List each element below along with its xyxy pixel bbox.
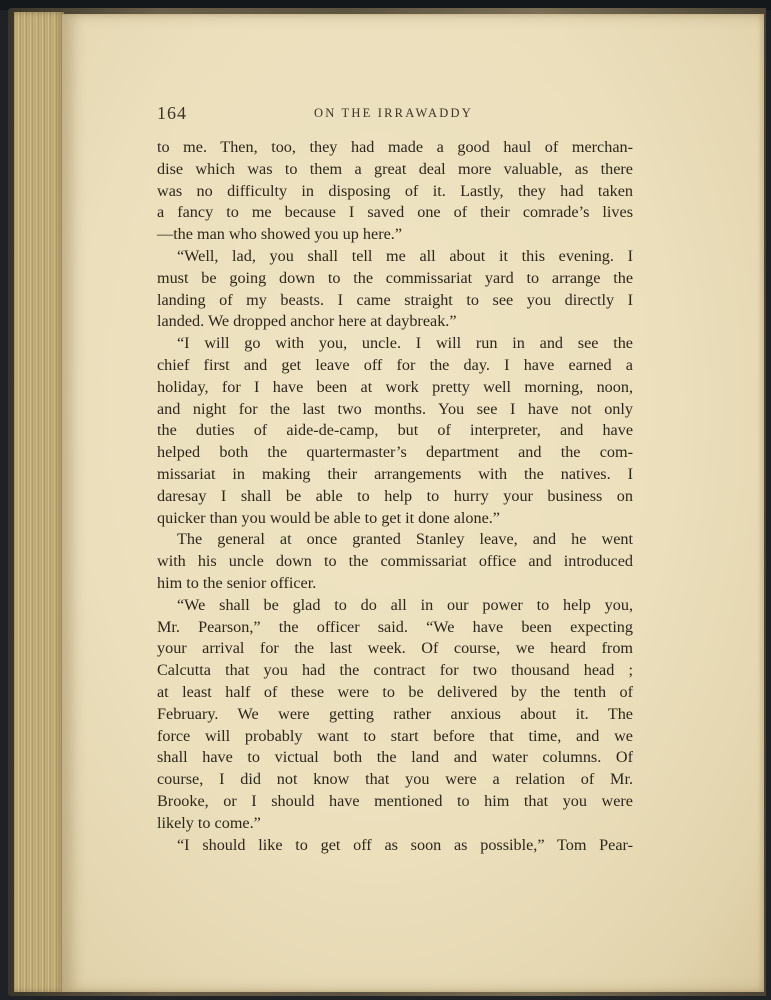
text-line: shall have to victual both the land and water columns. Of <box>157 748 633 767</box>
text-line: was no difficulty in disposing of it. Lastly, they had taken <box>157 181 633 200</box>
text-line: the duties of aide-de-camp, but of interpreter, and have <box>157 421 633 440</box>
text-line: to me. Then, too, they had made a good haul of merchan- <box>157 138 633 156</box>
text-line: at least half of these were to be delivered by the tenth of <box>157 682 633 701</box>
text-line: Brooke, or I should have mentioned to him that you were <box>157 791 633 810</box>
text-line: him to the senior officer. <box>157 573 317 592</box>
text-line: and night for the last two months. You see I have not only <box>157 399 633 418</box>
text-line: must be going down to the commissariat yard to arrange the <box>157 268 633 287</box>
text-line: course, I did not know that you were a relation of Mr. <box>157 770 633 789</box>
text-line: February. We were getting rather anxious about it. The <box>157 704 633 723</box>
text-line: “We shall be glad to do all in our power to help you, <box>177 595 633 614</box>
text-line: —the man who showed you up here.” <box>157 225 403 244</box>
text-line: dise which was to them a great deal more valuable, as there <box>157 159 633 178</box>
text-line: force will probably want to start before that time, and we <box>157 726 633 745</box>
page-edges <box>14 12 64 992</box>
text-line: your arrival for the last week. Of course, we heard from <box>157 639 633 658</box>
text-line: holiday, for I have been at work pretty well morning, noon, <box>157 377 633 396</box>
text-line: helped both the quartermaster’s department and the com- <box>157 443 633 462</box>
text-line: chief first and get leave off for the day. I have earned a <box>157 355 633 374</box>
text-line: The general at once granted Stanley leave, and he went <box>177 530 633 549</box>
text-line: Mr. Pearson,” the officer said. “We have been expecting <box>157 617 633 636</box>
text-line: Calcutta that you had the contract for two thousand head ; <box>157 661 633 680</box>
text-line: daresay I shall be able to help to hurry your business on <box>157 486 633 505</box>
page-number: 164 <box>157 103 187 123</box>
running-header: ON THE IRRAWADDY <box>314 106 473 120</box>
body-text <box>157 137 633 856</box>
text-line: a fancy to me because I saved one of their comrade’s lives <box>157 203 633 222</box>
text-line: likely to come.” <box>157 813 261 832</box>
text-line: with his uncle down to the commissariat office and introduced <box>157 552 633 571</box>
text-line: landed. We dropped anchor here at daybreak.” <box>157 312 457 331</box>
text-line: “I should like to get off as soon as possible,” Tom Pear- <box>177 835 633 854</box>
text-line: landing of my beasts. I came straight to see you directly I <box>157 290 633 309</box>
text-line: missariat in making their arrangements with the natives. I <box>157 464 633 483</box>
text-line: “Well, lad, you shall tell me all about it this evening. I <box>177 246 633 265</box>
text-line: “I will go with you, uncle. I will run in and see the <box>177 334 633 353</box>
text-line: quicker than you would be able to get it done alone.” <box>157 508 500 527</box>
